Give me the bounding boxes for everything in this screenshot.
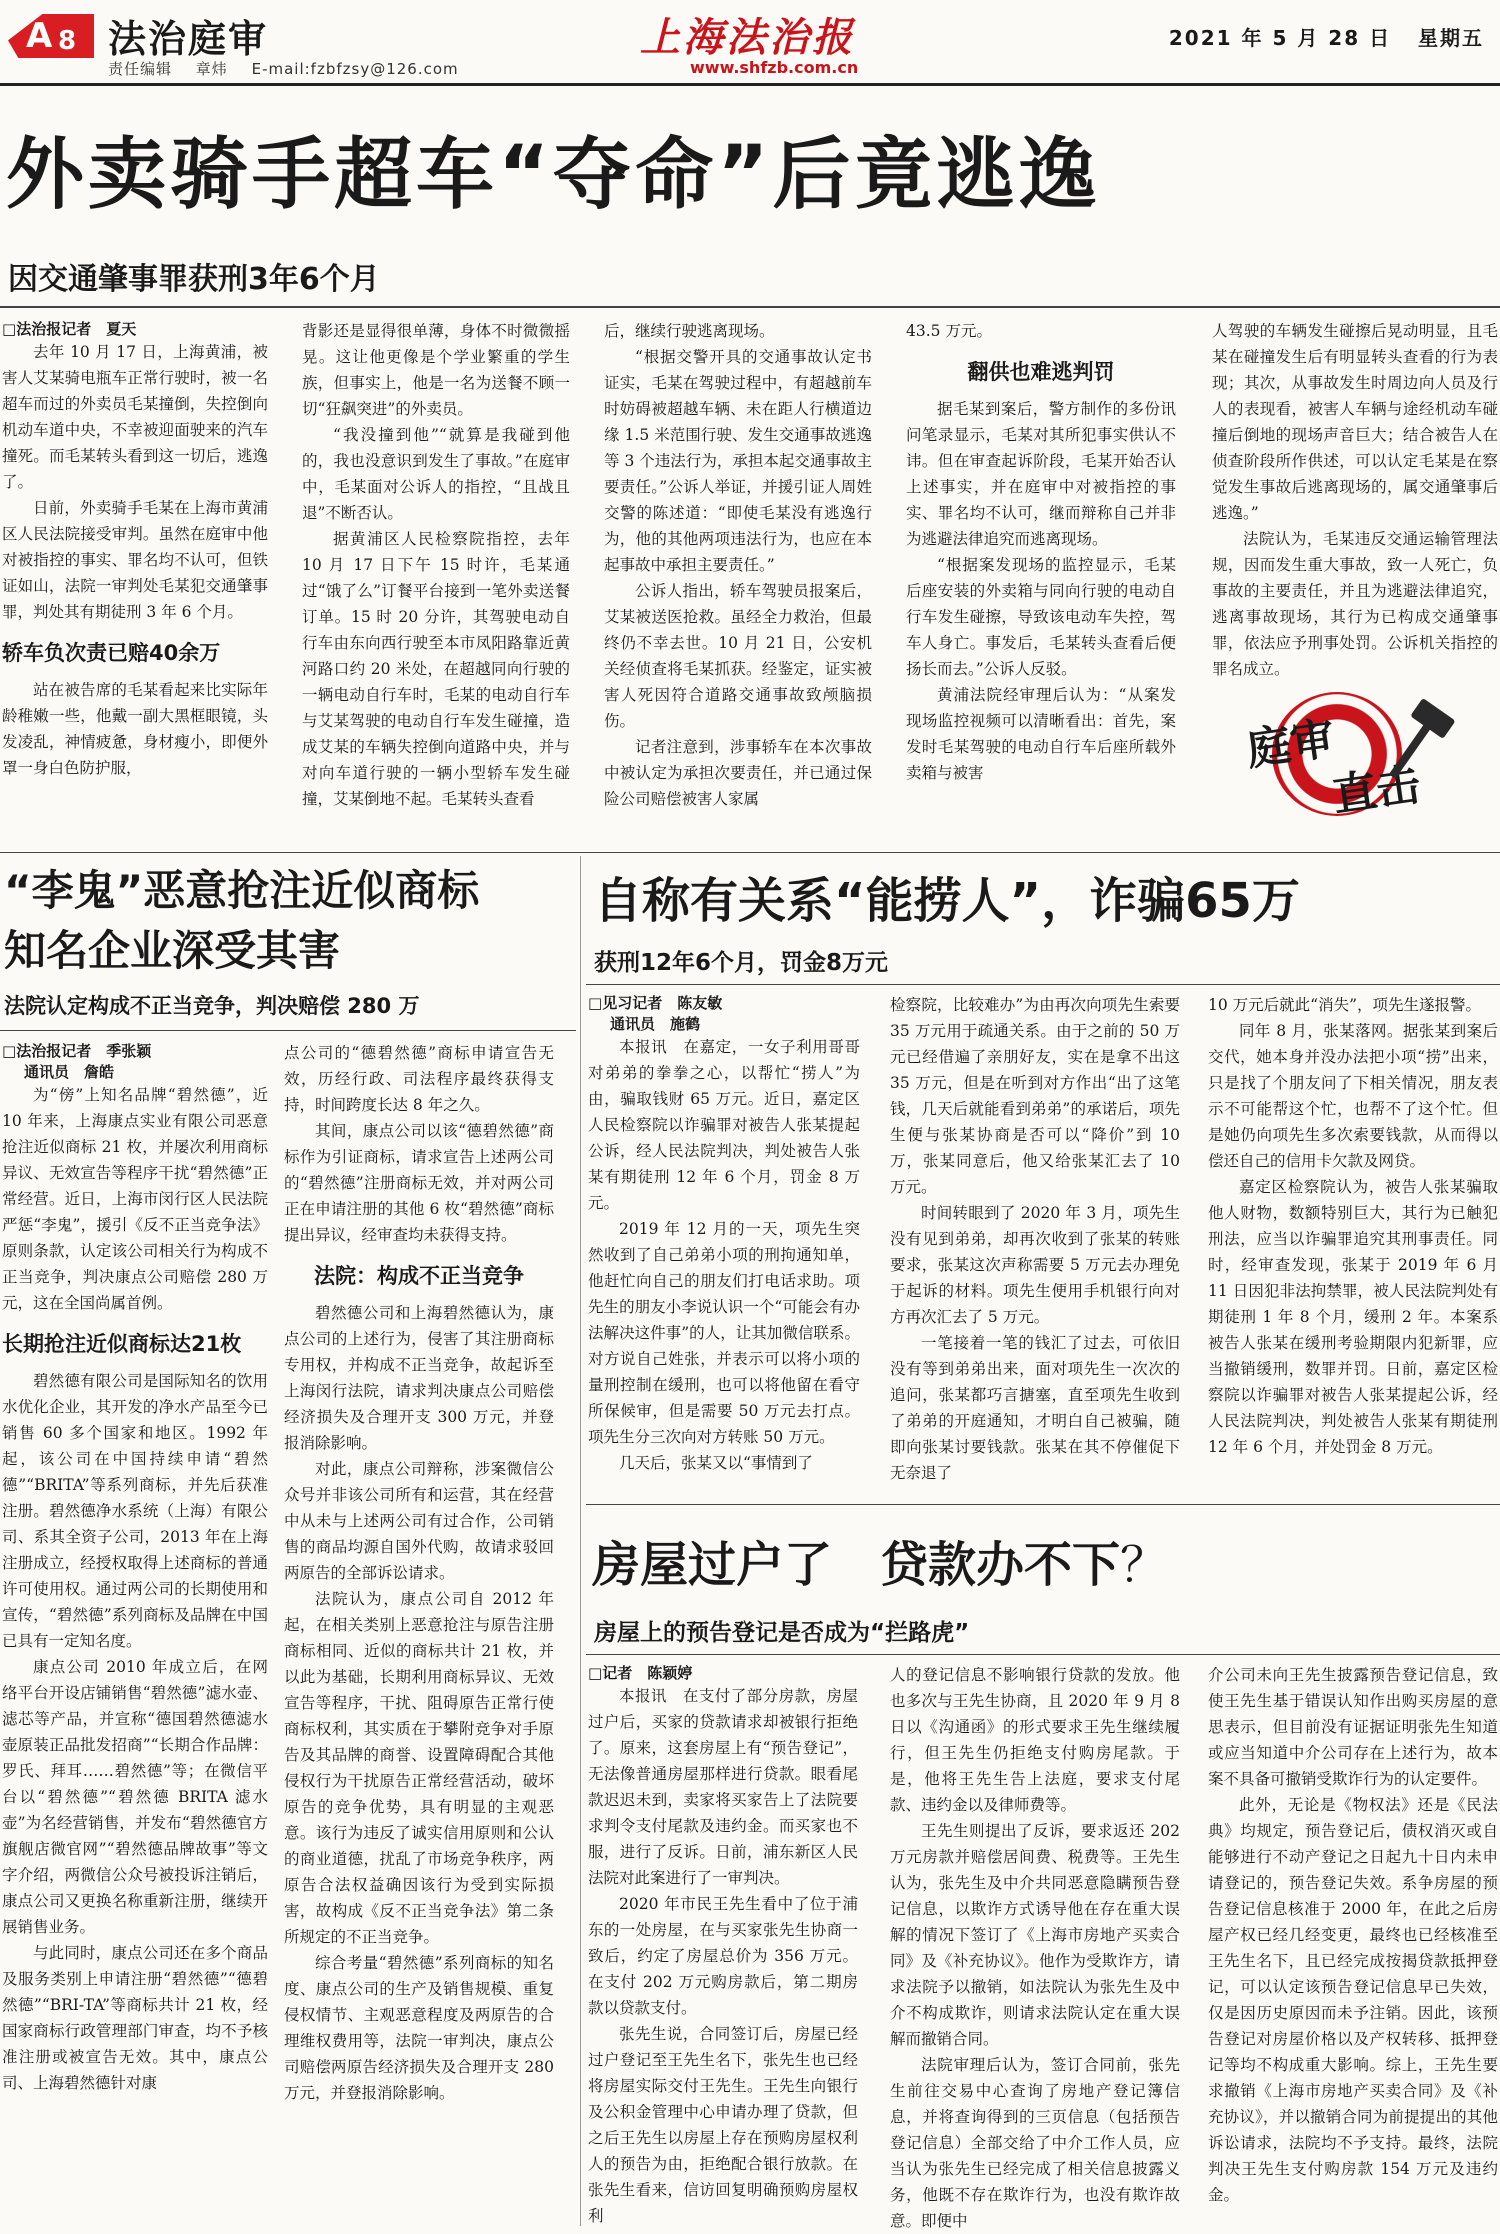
paragraph: 43.5 万元。 bbox=[906, 322, 992, 340]
paragraph: 法院认为，康点公司自 2012 年起，在相关类别上恶意抢注与原告注册商标相同、近似的商标共计 21 枚，并以此为基础，长期利用商标异议、无效宣告等程序，干扰、阻碍原告正常行使商标权利，其实质在于攀附竞争对手原告及其品牌的商誉、设置障碍配合其他侵权行为干扰原告正常经营活动，破坏原告的竞争优势，具有明显的主观恶意。该行为违反了诚实信用原则和公认的商业道德，扰乱了市场竞争秩序，两原告合法权益确因该行为受到实际损害，故构成《反不正当竞争法》第二条所规定的不正当竞争。 bbox=[284, 1590, 554, 1946]
article3-byline: □ 见习记者 陈友敏 bbox=[588, 992, 860, 1013]
article1-col2 bbox=[302, 318, 570, 840]
paragraph: 同年 8 月，张某落网。据张某到案后交代，她本身并没办法把小项“捞”出来，只是找了个朋友问了下相关情况，朋友表示不可能帮这个忙，也帮不了这个忙。但是她仍向项先生多次索要钱款，从而得以偿还自己的信用卡欠款及网贷。 bbox=[1208, 1022, 1498, 1170]
article1-headline: 外卖骑手超车“夺命”后竟逃逸 bbox=[6, 130, 1101, 220]
article4-byline: □ 记者 陈颖婷 bbox=[588, 1662, 858, 1683]
article2-crosshead-1: 长期抢注近似商标达21枚 bbox=[2, 1332, 242, 1356]
paragraph: 后，继续行驶逃离现场。 bbox=[604, 322, 775, 340]
paper-logo: 上海法治报 bbox=[640, 14, 855, 61]
paragraph: 人的登记信息不影响银行贷款的发放。他也多次与王先生协商，且 2020 年 9 月 8 日以《沟通函》的形式要求王先生继续履行，但王先生仍拒绝支付购房尾款。于是，他将王先生告上法庭，要求支付尾款、违约金以及律师费等。 bbox=[890, 1666, 1180, 1814]
editor-name: 章炜 bbox=[195, 60, 228, 78]
paragraph: 张先生说，合同签订后，房屋已经过户登记至王先生名下，张先生也已经将房屋实际交付王先生。王先生向银行及公积金管理中心申请办理了贷款，但之后王先生以房屋上存在预购房屋权利人的预告为由，拒绝配合银行放款。在张先生看来，信访回复明确预购房屋权利 bbox=[588, 2025, 858, 2225]
column-separator bbox=[580, 856, 581, 2226]
article2-rule bbox=[0, 1030, 576, 1031]
paper-url: www.shfzb.com.cn bbox=[690, 58, 859, 77]
article3-rule bbox=[586, 984, 1500, 985]
paragraph: 黄浦法院经审理后认为：“从案发现场监控视频可以清晰看出：首先，案发时毛某驾驶的电动自行车后座所载外卖箱与被害 bbox=[906, 686, 1176, 782]
paragraph: 点公司的“德碧然德”商标申请宣告无效，历经行政、司法程序最终获得支持，时间跨度长达 8 年之久。 bbox=[284, 1044, 554, 1114]
editor-label: 责任编辑 bbox=[108, 60, 173, 78]
article1-col3 bbox=[604, 318, 872, 840]
gavel-icon bbox=[1382, 694, 1462, 794]
paragraph: 与此同时，康点公司还在多个商品及服务类别上申请注册“碧然德”“德碧然德”“BRI-TA”等商标共计 21 枚，经国家商标行政管理部门审查，均不予核准注册或被宣告无效。其中，康点公司、上海碧然德针对康 bbox=[2, 1944, 268, 2092]
paragraph: 碧然德有限公司是国际知名的饮用水优化企业，其开发的净水产品至今已销售 60 多个国家和地区。1992 年起，该公司在中国持续申请“碧然德”“BRITA”等系列商标，并先后获准注册。碧然德净水系统（上海）有限公司、系其全资子公司，2013 年在上海注册成立，经授权取得上述商标的普通许可使用权。通过两公司的长期使用和宣传，“碧然德”系列商标及品牌在中国已具有一定知名度。 bbox=[2, 1372, 268, 1650]
paragraph: 碧然德公司和上海碧然德认为，康点公司的上述行为，侵害了其注册商标专用权，并构成不正当竞争，故起诉至上海闵行法院，请求判决康点公司赔偿经济损失及合理开支 300 万元，并登报消除影响。 bbox=[284, 1304, 554, 1452]
paragraph: 为“傍”上知名品牌“碧然德”，近 10 年来，上海康点实业有限公司恶意抢注近似商标 21 枚，并屡次利用商标异议、无效宣告等程序干扰“碧然德”正常经营。近日，上海市闵行区人民法院严惩“李鬼”，援引《反不正当竞争法》原则条款，认定该公司相关行为构成不正当竞争，判决康点公司赔偿 280 万元，这在全国尚属首例。 bbox=[2, 1086, 268, 1312]
weekday-text: 星期五 bbox=[1418, 26, 1484, 50]
article2-headline-line2: 知名企业深受其害 bbox=[4, 926, 341, 975]
paragraph: 时间转眼到了 2020 年 3 月，项先生没有见到弟弟，却再次收到了张某的转账要求，张某这次声称需要 5 万元去办理免于起诉的材料。项先生便用手机银行向对方再次汇去了 5 万元。 bbox=[890, 1204, 1180, 1326]
article2-crosshead-2: 法院：构成不正当竞争 bbox=[314, 1264, 524, 1288]
article4-col1 bbox=[588, 1662, 858, 2226]
article1-byline: □ 法治报记者 夏天 bbox=[2, 318, 268, 339]
article3-headline: 自称有关系“能捞人”，诈骗65万 bbox=[594, 873, 1300, 929]
paragraph: 本报讯 在支付了部分房款，房屋过户后，买家的贷款请求却被银行拒绝了。原来，这套房屋上有“预告登记”，无法像普通房屋那样进行贷款。眼看尾款迟迟未到，卖家将买家告上了法院要求判令支付尾款及违约金。而买家也不服，进行了反诉。日前，浦东新区人民法院对此案进行了一审判决。 bbox=[588, 1687, 858, 1887]
section-name: 法治庭审 bbox=[108, 17, 269, 61]
page-number-badge bbox=[8, 8, 94, 66]
paragraph: 去年 10 月 17 日，上海黄浦，被害人艾某骑电瓶车正常行驶时，被一名超车而过的外卖员毛某撞倒，失控倒向机动车道中央，不幸被迎面驶来的汽车撞死。而毛某转头看到这一切后，逃逸了。 bbox=[2, 343, 268, 491]
paragraph: 人驾驶的车辆发生碰擦后晃动明显，且毛某在碰撞发生后有明显转头查看的行为表现；其次，从事故发生时周边向人员及行人的表现看，被害人车辆与途经机动车碰撞后倒地的现场声音巨大；结合被告人在侦查阶段所作供述，可以认定毛某是在察觉发生事故后逃离现场的，属交通肇事后逃逸。” bbox=[1212, 322, 1498, 522]
paragraph: 据黄浦区人民检察院指控，去年 10 月 17 日下午 15 时许，毛某通过“饿了么”订餐平台接到一笔外卖送餐订单。15 时 20 分许，其驾驶电动自行车由东向西行驶至本市凤阳路靠近黄河路口约 20 米处，在超越同向行驶的一辆电动自行车时，毛某的电动自行车与艾某驾驶的电动自行车发生碰撞，造成艾某的车辆失控倒向道路中央，并与对向车道行驶的一辆小型轿车发生碰撞，艾某倒地不起。毛某转头查看 bbox=[302, 530, 570, 808]
article2-col1 bbox=[2, 1040, 268, 2226]
paragraph: 综合考量“碧然德”系列商标的知名度、康点公司的生产及销售规模、重复侵权情节、主观恶意程度及两原告的合理维权费用等，法院一审判决，康点公司赔偿两原告经济损失及合理开支 280 万元，并登报消除影响。 bbox=[284, 1954, 554, 2102]
article1-col4 bbox=[906, 318, 1176, 840]
paragraph: 站在被告席的毛某看起来比实际年龄稚嫩一些，他戴一副大黑框眼镜，头发凌乱，神情疲惫，身材瘦小，即便外罩一身白色防护服， bbox=[2, 681, 268, 777]
editor-line bbox=[108, 58, 477, 79]
issue-date bbox=[1169, 22, 1484, 51]
editor-email: E-mail:fzbfzsy@126.com bbox=[251, 60, 459, 78]
paragraph: “根据案发现场的监控显示，毛某后座安装的外卖箱与同向行驶的电动自行车发生碰擦，导致该电动车失控，驾车人身亡。事发后，毛某转头查看后便扬长而去。”公诉人反驳。 bbox=[906, 556, 1176, 678]
paragraph: 康点公司 2010 年成立后，在网络平台开设店铺销售“碧然德”滤水壶、滤芯等产品，并宣称“德国碧然德滤水壶原装正品批发招商”“长期合作品牌：罗氏、拜耳……碧然德”等；在微信平台以“碧然德”“碧然德 BRITA 滤水壶”为名经营销售，并发布“碧然德官方旗舰店微官网”“碧然德品牌故事”等文字介绍，两微信公众号被投诉注销后，康点公司又更换名称重新注册，继续开展销售业务。 bbox=[2, 1658, 268, 1936]
paragraph: 2019 年 12 月的一天，项先生突然收到了自己弟弟小项的刑拘通知单，他赶忙向自己的朋友们打电话求助。项先生的朋友小李说认识一个“可能会有办法解决这件事”的人，让其加微信联系。对方说自己姓张，并表示可以将小项的量刑控制在缓刑，也可以将他留在看守所保候审，但是需要 50 万元去打点。项先生分三次向对方转账 50 万元。 bbox=[588, 1220, 860, 1446]
court-column-stamp bbox=[1232, 688, 1462, 822]
paragraph: 据毛某到案后，警方制作的多份讯问笔录显示，毛某对其所犯事实供认不讳。但在审查起诉阶段，毛某开始否认上述事实，并在庭审中对被指控的事实、罪名均不认可，继而辩称自己并非为逃避法律追究而逃离现场。 bbox=[906, 400, 1176, 548]
article4-headline-text: 房屋过户了 贷款办不下 bbox=[592, 1537, 1121, 1593]
paragraph: 10 万元后就此“消失”，项先生遂报警。 bbox=[1208, 996, 1481, 1014]
paragraph: 其间，康点公司以该“德碧然德”商标作为引证商标，请求宣告上述两公司的“碧然德”注册商标无效，并对两公司正在申请注册的其他 6 枚“碧然德”商标提出异议，经审查均未获得支持。 bbox=[284, 1122, 554, 1244]
paragraph: 背影还是显得很单薄，身体不时微微摇晃。这让他更像是个学业繁重的学生族，但事实上，他是一名为送餐不顾一切“狂飙突进”的外卖员。 bbox=[302, 322, 570, 418]
article2-byline: □ 法治报记者 季张颖 bbox=[2, 1040, 268, 1061]
stamp-word-2: 直击 bbox=[1329, 759, 1424, 822]
paragraph: 法院认为，毛某违反交通运输管理法规，因而发生重大事故，致一人死亡，负事故的主要责任，并且为逃避法律追究，逃离事故现场，其行为已构成交通肇事罪，依法应予刑事处罚。公诉机关指控的罪名成立。 bbox=[1212, 530, 1498, 678]
stamp-word-1: 庭审 bbox=[1243, 713, 1338, 776]
paragraph: 公诉人指出，轿车驾驶员报案后，艾某被送医抢救。虽经全力救治，但最终仍不幸去世。10 月 21 日，公安机关经侦查将毛某抓获。经鉴定，证实被害人死因符合道路交通事故致颅脑损伤。 bbox=[604, 582, 872, 730]
date-text: 2021 年 5 月 28 日 bbox=[1168, 26, 1392, 50]
article1-crosshead-1: 轿车负次责已赔40余万 bbox=[2, 641, 221, 665]
page-num: 8 bbox=[58, 26, 77, 56]
paragraph: 法院审理后认为，签订合同前，张先生前往交易中心查询了房地产登记簿信息，并将查询得到的三页信息（包括预告登记信息）全部交给了中介工作人员，应当认为张先生已经完成了相关信息披露义务，他既不存在欺诈行为，也没有欺诈故意。即便中 bbox=[890, 2056, 1180, 2230]
paragraph: 2020 年市民王先生看中了位于浦东的一处房屋，在与买家张先生协商一致后，约定了房屋总价为 356 万元。在支付 202 万元购房款后，第二期房款以贷款支付。 bbox=[588, 1895, 858, 2017]
paragraph: 此外，无论是《物权法》还是《民法典》均规定，预告登记后，债权消灭或自能够进行不动产登记之日起九十日内未申请登记的，预告登记失效。系争房屋的预告登记信息核准于 2000 年，在此之后房屋产权已经几经变更，最终也已经核准至王先生名下，且已经完成按揭贷款抵押登记，可以认定该预告登记信息早已失效，仅是因历史原因而未予注销。因此，该预告登记对房屋价格以及产权转移、抵押登记等均不构成重大影响。综上，王先生要求撤销《上海市房地产买卖合同》及《补充协议》，并以撤销合同为前提提出的其他诉讼请求，法院均不予支持。最终，法院判决王先生支付购房款 154 万元及违约金。 bbox=[1208, 1796, 1498, 2204]
paragraph: “根据交警开具的交通事故认定书证实，毛某在驾驶过程中，有超越前车时妨碍被超越车辆、未在距人行横道边缘 1.5 米范围行驶、发生交通事故逃逸等 3 个违法行为，承担本起交通事故主要责任。”公诉人举证，并援引证人周姓交警的陈述道：“即使毛某没有逃逸行为，他的其他两项违法行为，也应在本起事故中承担主要责任。” bbox=[604, 348, 872, 574]
article2-col2 bbox=[284, 1040, 554, 2226]
paragraph: 对此，康点公司辩称，涉案微信公众号并非该公司所有和运营，其在经营中从未与上述两公司有过合作，公司销售的商品均源自国外代购，故请求驳回两原告的全部诉讼请求。 bbox=[284, 1460, 554, 1582]
paragraph: 几天后，张某又以“事情到了 bbox=[619, 1454, 813, 1472]
paragraph: 嘉定区检察院认为，被告人张某骗取他人财物，数额特别巨大，其行为已触犯刑法，应当以诈骗罪追究其刑事责任。同时，经审查发现，张某于 2019 年 6 月 11 日因犯非法拘禁罪，被人民法院判处有期徒刑 1 年 8 个月，缓刑 2 年。本案系被告人张某在缓刑考验期限内犯新罪，应当撤销缓刑，数罪并罚。日前，嘉定区检察院以诈骗罪对被告人张某提起公诉，经人民法院判决，判处被告人张某有期徒刑 12 年 6 个月，并处罚金 8 万元。 bbox=[1208, 1178, 1498, 1456]
paragraph: 本报讯 在嘉定，一女子利用哥哥对弟弟的拳拳之心，以帮忙“捞人”为由，骗取钱财 65 万元。近日，嘉定区人民检察院以诈骗罪对被告人张某提起公诉，经人民法院判决，判处被告人张某有期徒刑 12 年 6 个月，罚金 8 万元。 bbox=[588, 1038, 860, 1212]
article3-col2 bbox=[890, 992, 1180, 1492]
page-letter: A bbox=[26, 16, 53, 56]
paragraph: “我没撞到他”“就算是我碰到他的，我也没意识到发生了事故。”在庭审中，毛某面对公诉人的指控，“且战且退”不断否认。 bbox=[302, 426, 570, 522]
article3-byline-2: 通讯员 施鹤 bbox=[610, 1015, 701, 1033]
masthead bbox=[0, 0, 1500, 86]
article4-col3 bbox=[1208, 1662, 1498, 2226]
article1-col5 bbox=[1212, 318, 1498, 678]
separator-rule bbox=[0, 852, 1500, 853]
article3-col3 bbox=[1208, 992, 1498, 1492]
article4-headline bbox=[592, 1526, 1168, 1595]
article4-col2 bbox=[890, 1662, 1180, 2230]
article1-col1 bbox=[2, 318, 268, 840]
article4-headline-question: ？ bbox=[1120, 1537, 1169, 1593]
paragraph: 王先生则提出了反诉，要求返还 202 万元房款并赔偿居间费、税费等。王先生认为，张先生及中介共同恶意隐瞒预告登记信息，以欺诈方式诱导他在存在重大误解的情况下签订了《上海市房地产买卖合同》及《补充协议》。他作为受欺诈方，请求法院予以撤销，如法院认为张先生及中介不构成欺诈，则请求法院认定在重大误解而撤销合同。 bbox=[890, 1822, 1180, 2048]
paragraph: 检察院，比较难办”为由再次向项先生索要 35 万元用于疏通关系。由于之前的 50 万元已经借遍了亲朋好友，实在是拿不出这 35 万元，但是在听到对方作出“出了这笔钱，几天后就能看到弟弟”的承诺后，项先生便与张某协商是否可以“降价”到 10 万，张某同意后，他又给张某汇去了 10 万元。 bbox=[890, 996, 1180, 1196]
article4-rule bbox=[586, 1654, 1500, 1655]
article2-subhead: 法院认定构成不正当竞争，判决赔偿 280 万 bbox=[4, 994, 420, 1018]
article1-rule bbox=[0, 306, 1500, 308]
article2-headline-line1: “李鬼”恶意抢注近似商标 bbox=[4, 866, 480, 915]
paragraph: 一笔接着一笔的钱汇了过去，可依旧没有等到弟弟出来，面对项先生一次次的追问，张某都巧言搪塞，直至项先生收到了弟弟的开庭通知，才明白自己被骗，随即向张某讨要钱款。张某在其不停催促下无奈退了 bbox=[890, 1334, 1180, 1482]
article4-subhead: 房屋上的预告登记是否成为“拦路虎” bbox=[594, 1620, 970, 1646]
article1-subhead: 因交通肇事罪获刑3年6个月 bbox=[8, 262, 380, 297]
article3-col1 bbox=[588, 992, 860, 1492]
paragraph: 介公司未向王先生披露预告登记信息，致使王先生基于错误认知作出购买房屋的意思表示，但目前没有证据证明张先生知道或应当知道中介公司存在上述行为，故本案不具备可撤销受欺诈行为的认定要件。 bbox=[1208, 1666, 1498, 1788]
article3-subhead: 获刑12年6个月，罚金8万元 bbox=[594, 950, 889, 976]
paragraph: 记者注意到，涉事轿车在本次事故中被认定为承担次要责任，并已通过保险公司赔偿被害人家属 bbox=[604, 738, 872, 808]
article2-byline-2: 通讯员 詹皓 bbox=[24, 1063, 115, 1081]
article1-crosshead-2: 翻供也难逃判罚 bbox=[967, 360, 1115, 384]
separator-rule bbox=[586, 1504, 1500, 1505]
paragraph: 日前，外卖骑手毛某在上海市黄浦区人民法院接受审判。虽然在庭审中他对被指控的事实、罪名均不认可，但铁证如山，法院一审判处毛某犯交通肇事罪，判处其有期徒刑 3 年 6 个月。 bbox=[2, 499, 268, 621]
